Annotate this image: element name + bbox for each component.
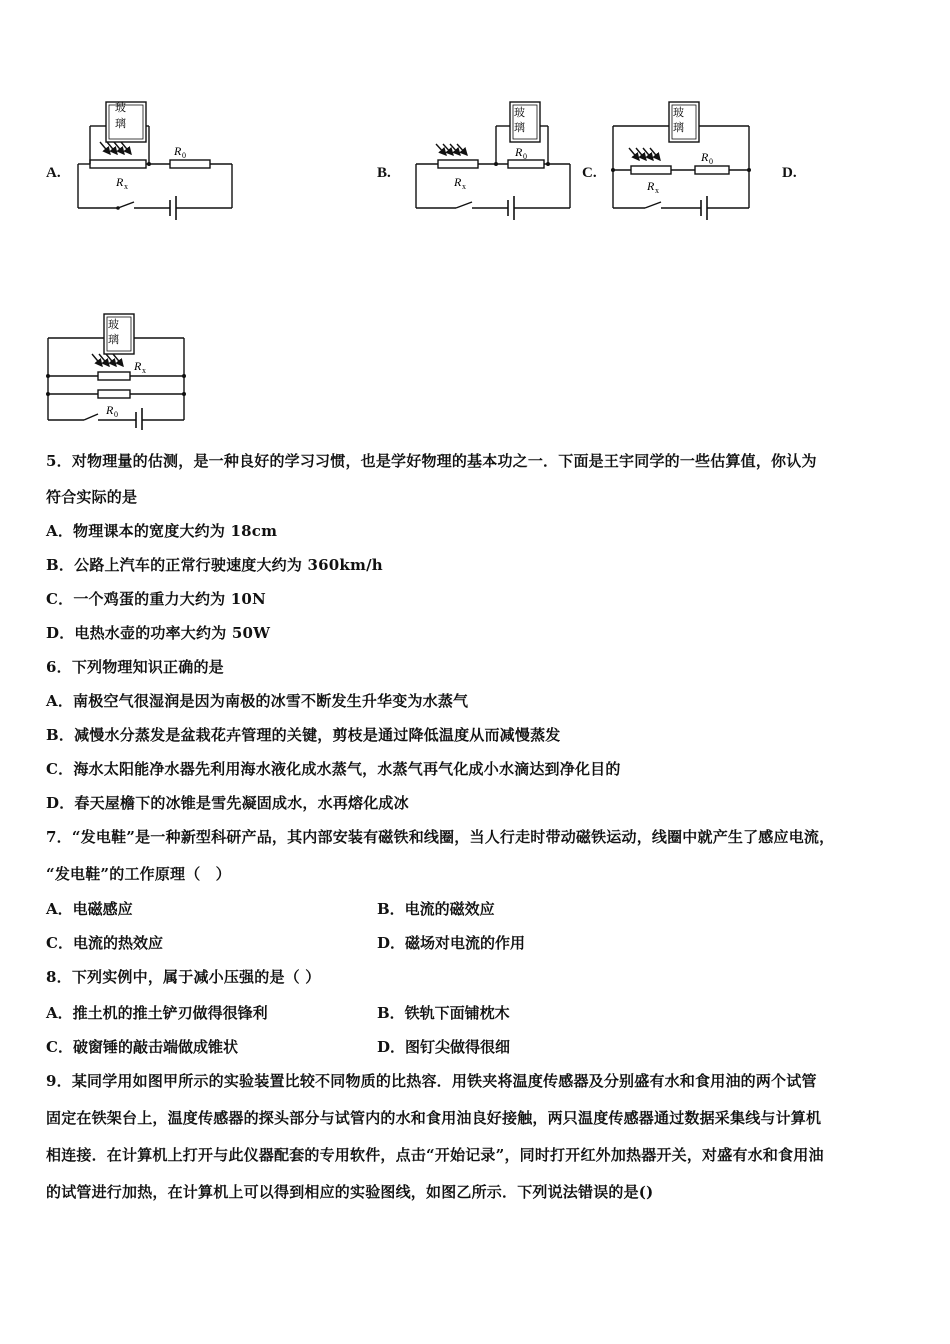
svg-text:0: 0 [709, 157, 713, 166]
svg-text:R: R [454, 175, 462, 189]
svg-text:R: R [134, 359, 142, 373]
q7-option-c[interactable]: C．电流的热效应 [46, 934, 163, 952]
svg-text:璃: 璃 [514, 121, 525, 134]
svg-text:0: 0 [114, 410, 118, 419]
rx-resistor [98, 372, 130, 380]
rx-resistor [90, 160, 146, 168]
svg-text:R: R [116, 175, 124, 189]
circuit-diagram-c [605, 98, 765, 223]
q5-stem-line1: 5．对物理量的估测，是一种良好的学习习惯，也是学好物理的基本功之一．下面是王宇同学的一些估算值，你认为 [46, 452, 817, 470]
q8-option-a[interactable]: A．推土机的推土铲刃做得很锋利 [46, 1004, 268, 1022]
q5-stem-line2: 符合实际的是 [46, 488, 138, 506]
q7-option-a[interactable]: A．电磁感应 [46, 900, 133, 918]
option-b-label: B. [377, 165, 391, 181]
svg-text:璃: 璃 [115, 117, 126, 130]
q8-option-d[interactable]: D．图钉尖做得很细 [377, 1038, 511, 1056]
q6-option-d[interactable]: D．春天屋檐下的冰锥是雪先凝固成水，水再熔化成冰 [46, 794, 409, 812]
svg-text:x: x [124, 182, 128, 191]
q7-stem-line2: “发电鞋”的工作原理（ ） [46, 865, 231, 883]
rx-resistor [631, 166, 671, 174]
svg-text:x: x [142, 366, 146, 375]
svg-text:x: x [462, 182, 466, 191]
q9-stem-line1: 9．某同学用如图甲所示的实验装置比较不同物质的比热容．用铁夹将温度传感器及分别盛有水和食用油的两个试管 [46, 1072, 817, 1090]
r0-resistor [508, 160, 544, 168]
r0-resistor [695, 166, 729, 174]
q7-option-d[interactable]: D．磁场对电流的作用 [377, 934, 526, 952]
circuit-diagram-d [40, 310, 200, 430]
q9-stem-line4: 的试管进行加热，在计算机上可以得到相应的实验图线，如图乙所示．下列说法错误的是() [46, 1183, 654, 1201]
svg-text:0: 0 [182, 151, 186, 160]
svg-text:0: 0 [523, 152, 527, 161]
svg-text:R: R [701, 150, 709, 164]
svg-text:玻: 玻 [108, 318, 119, 331]
q5-option-a[interactable]: A．物理课本的宽度大约为 18cm [46, 522, 278, 540]
svg-text:R: R [515, 145, 523, 159]
q7-option-b[interactable]: B．电流的磁效应 [377, 900, 495, 918]
circuit-diagram-b [408, 98, 578, 223]
glass-box [106, 102, 146, 142]
svg-text:R: R [647, 179, 655, 193]
q6-option-b[interactable]: B．减慢水分蒸发是盆栽花卉管理的关键，剪枝是通过降低温度从而减慢蒸发 [46, 726, 561, 744]
option-d-label: D. [782, 165, 797, 181]
r0-resistor [170, 160, 210, 168]
svg-text:R: R [174, 144, 182, 158]
q6-option-a[interactable]: A．南极空气很湿润是因为南极的冰雪不断发生升华变为水蒸气 [46, 692, 469, 710]
q5-option-b[interactable]: B．公路上汽车的正常行驶速度大约为 360km/h [46, 556, 383, 574]
svg-text:璃: 璃 [673, 121, 684, 134]
r0-resistor [98, 390, 130, 398]
rx-resistor [438, 160, 478, 168]
svg-text:R: R [106, 403, 114, 417]
option-a-label: A. [46, 165, 61, 181]
svg-text:玻: 玻 [673, 106, 684, 119]
svg-text:x: x [655, 186, 659, 195]
svg-text:璃: 璃 [108, 333, 119, 346]
svg-text:玻: 玻 [514, 106, 525, 119]
q5-option-d[interactable]: D．电热水壶的功率大约为 50W [46, 624, 271, 642]
option-c-label: C. [582, 165, 597, 181]
q9-stem-line2: 固定在铁架台上，温度传感器的探头部分与试管内的水和食用油良好接触，两只温度传感器通过数据采集线与计算机 [46, 1109, 822, 1127]
q6-stem: 6．下列物理知识正确的是 [46, 658, 224, 676]
q8-option-c[interactable]: C．破窗锤的敲击端做成锥状 [46, 1038, 238, 1056]
q5-option-c[interactable]: C．一个鸡蛋的重力大约为 10N [46, 590, 266, 608]
q7-stem-line1: 7．“发电鞋”是一种新型科研产品，其内部安装有磁铁和线圈，当人行走时带动磁铁运动，线圈中就产生了感应电流， [46, 828, 835, 846]
q8-stem: 8．下列实例中，属于减小压强的是（ ） [46, 968, 321, 986]
q8-option-b[interactable]: B．铁轨下面铺枕木 [377, 1004, 510, 1022]
circuit-diagram-a [70, 98, 240, 223]
svg-text:玻: 玻 [115, 101, 126, 114]
q6-option-c[interactable]: C．海水太阳能净水器先利用海水液化成水蒸气，水蒸气再气化成小水滴达到净化目的 [46, 760, 621, 778]
q9-stem-line3: 相连接．在计算机上打开与此仪器配套的专用软件，点击“开始记录”，同时打开红外加热器开关，对盛有水和食用油 [46, 1146, 824, 1164]
